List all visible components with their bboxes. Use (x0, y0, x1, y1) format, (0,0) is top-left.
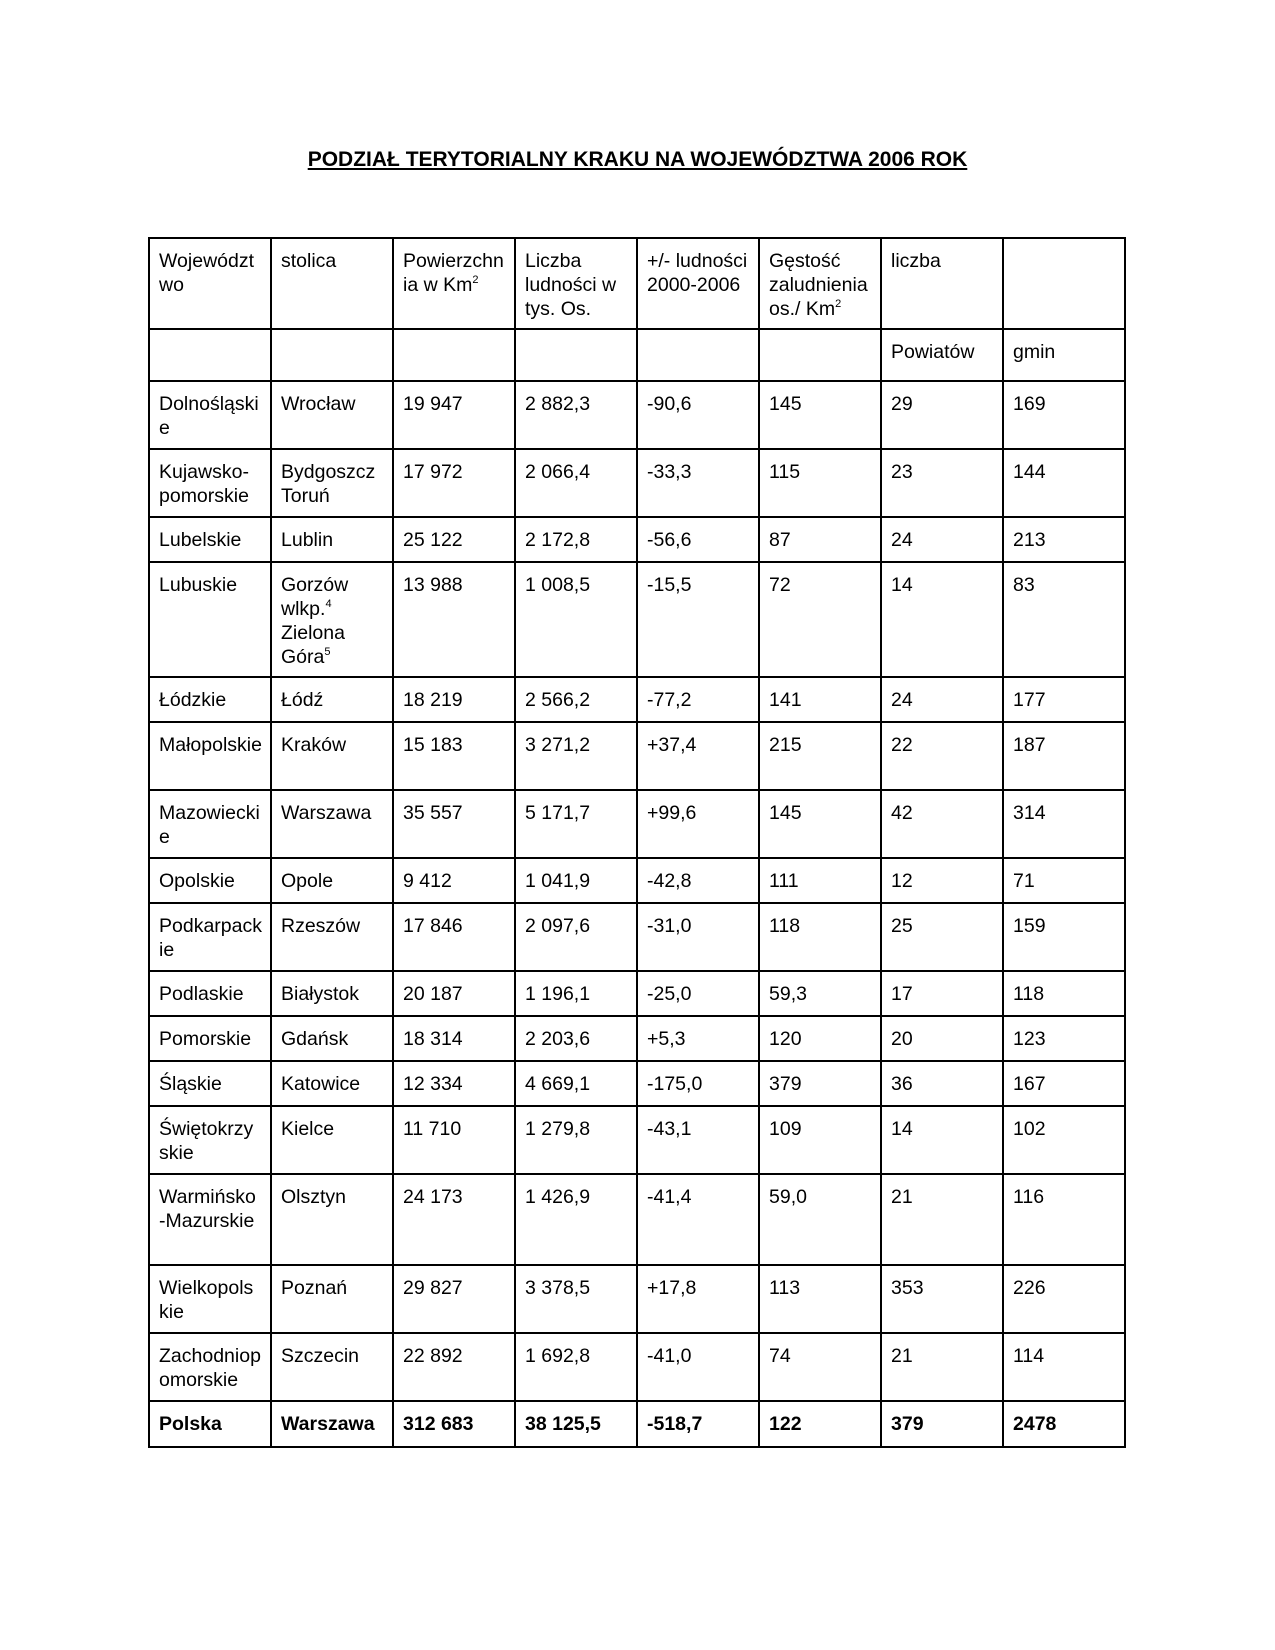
cell-zmiana: -518,7 (637, 1401, 759, 1447)
cell-powierzchnia: 18 219 (393, 677, 515, 722)
cell-powiaty: 21 (881, 1333, 1003, 1401)
header-gestosc-text: Gęstość zaludnienia os./ Km (769, 250, 868, 320)
cell-wojewodztwo: Opolskie (149, 858, 271, 903)
cell-wojewodztwo: Podkarpackie (149, 903, 271, 971)
table-row (149, 1333, 1125, 1401)
cell-gestosc: 59,0 (759, 1174, 881, 1265)
cell-ludnosc: 2 203,6 (515, 1016, 637, 1061)
table-row (149, 790, 1125, 858)
table-row (149, 449, 1125, 517)
cell-stolica: Szczecin (271, 1333, 393, 1401)
subheader-row (149, 329, 1125, 381)
cell-powiaty: 379 (881, 1401, 1003, 1447)
cell-gestosc: 141 (759, 677, 881, 722)
header-wojewodztwo: Województwo (149, 238, 271, 329)
table-row (149, 1174, 1125, 1265)
cell-gminy: 226 (1003, 1265, 1125, 1333)
header-liczba: liczba (881, 238, 1003, 329)
cell-ludnosc: 2 172,8 (515, 517, 637, 562)
cell-gminy: 314 (1003, 790, 1125, 858)
cell-gestosc: 145 (759, 381, 881, 449)
cell-wojewodztwo: Warmińsko-Mazurskie (149, 1174, 271, 1265)
cell-stolica (271, 562, 393, 677)
cell-ludnosc: 4 669,1 (515, 1061, 637, 1106)
cell-ludnosc: 2 882,3 (515, 381, 637, 449)
header-gestosc-sup: 2 (835, 298, 842, 310)
cell-powiaty: 24 (881, 677, 1003, 722)
cell-zmiana: -90,6 (637, 381, 759, 449)
cell-powierzchnia: 19 947 (393, 381, 515, 449)
cell-powierzchnia: 17 972 (393, 449, 515, 517)
cell-powierzchnia: 12 334 (393, 1061, 515, 1106)
cell-stolica: Olsztyn (271, 1174, 393, 1265)
cell-powierzchnia: 35 557 (393, 790, 515, 858)
cell-gestosc: 113 (759, 1265, 881, 1333)
cell-zmiana: -41,4 (637, 1174, 759, 1265)
table-row (149, 1061, 1125, 1106)
header-powierzchnia-text: Powierzchnia w Km (403, 250, 504, 296)
cell-wojewodztwo: Zachodniopomorskie (149, 1333, 271, 1401)
cell-gminy: 83 (1003, 562, 1125, 677)
header-zmiana-ludnosci: +/- ludności 2000-2006 (637, 238, 759, 329)
cell-zmiana: -175,0 (637, 1061, 759, 1106)
cell-stolica: Poznań (271, 1265, 393, 1333)
cell-wojewodztwo: Śląskie (149, 1061, 271, 1106)
cell-stolica: Kraków (271, 722, 393, 790)
cell-wojewodztwo: Podlaskie (149, 971, 271, 1016)
cell-wojewodztwo: Mazowieckie (149, 790, 271, 858)
cell-powiaty: 353 (881, 1265, 1003, 1333)
cell-powiaty: 12 (881, 858, 1003, 903)
cell-ludnosc: 2 566,2 (515, 677, 637, 722)
cell-powiaty: 42 (881, 790, 1003, 858)
cell-stolica: Łódź (271, 677, 393, 722)
header-powiatow: Powiatów (881, 329, 1003, 381)
cell-zmiana: -25,0 (637, 971, 759, 1016)
cell-stolica: Wrocław (271, 381, 393, 449)
cell-ludnosc: 38 125,5 (515, 1401, 637, 1447)
cell-ludnosc: 1 008,5 (515, 562, 637, 677)
cell-gestosc: 74 (759, 1333, 881, 1401)
total-row (149, 1401, 1125, 1447)
header-powierzchnia-sup: 2 (472, 274, 479, 286)
table-row (149, 1016, 1125, 1061)
cell-wojewodztwo: Pomorskie (149, 1016, 271, 1061)
cell-powierzchnia: 17 846 (393, 903, 515, 971)
header-gmin: gmin (1003, 329, 1125, 381)
cell-stolica: Rzeszów (271, 903, 393, 971)
cell-gminy: 71 (1003, 858, 1125, 903)
cell-zmiana: -41,0 (637, 1333, 759, 1401)
cell-stolica: Bydgoszcz Toruń (271, 449, 393, 517)
cell-powiaty: 17 (881, 971, 1003, 1016)
cell-stolica: Warszawa (271, 1401, 393, 1447)
cell-gminy: 213 (1003, 517, 1125, 562)
cell-gminy: 169 (1003, 381, 1125, 449)
cell-zmiana: -56,6 (637, 517, 759, 562)
header-gestosc (759, 238, 881, 329)
header-row (149, 238, 1125, 329)
cell-wojewodztwo: Lubuskie (149, 562, 271, 677)
footnote-marker: 5 (324, 646, 331, 658)
cell-powierzchnia: 312 683 (393, 1401, 515, 1447)
cell-gminy: 177 (1003, 677, 1125, 722)
cell-gminy: 167 (1003, 1061, 1125, 1106)
cell-stolica: Katowice (271, 1061, 393, 1106)
cell-wojewodztwo: Kujawsko-pomorskie (149, 449, 271, 517)
cell-wojewodztwo: Łódzkie (149, 677, 271, 722)
capital-name: Gorzów wlkp. (281, 574, 349, 620)
cell-zmiana: -15,5 (637, 562, 759, 677)
cell-ludnosc: 1 279,8 (515, 1106, 637, 1174)
cell-gminy: 2478 (1003, 1401, 1125, 1447)
cell-powiaty: 22 (881, 722, 1003, 790)
cell-zmiana: -77,2 (637, 677, 759, 722)
cell-powiaty: 29 (881, 381, 1003, 449)
cell-stolica: Gdańsk (271, 1016, 393, 1061)
cell-powierzchnia: 29 827 (393, 1265, 515, 1333)
table-row (149, 971, 1125, 1016)
table-body (149, 381, 1125, 1401)
cell-zmiana: -42,8 (637, 858, 759, 903)
table-row (149, 381, 1125, 449)
cell-powierzchnia: 22 892 (393, 1333, 515, 1401)
cell-powierzchnia: 13 988 (393, 562, 515, 677)
cell-powiaty: 14 (881, 1106, 1003, 1174)
cell-wojewodztwo: Polska (149, 1401, 271, 1447)
cell-gminy: 114 (1003, 1333, 1125, 1401)
cell-gminy: 187 (1003, 722, 1125, 790)
cell-wojewodztwo: Wielkopolskie (149, 1265, 271, 1333)
cell-gestosc: 145 (759, 790, 881, 858)
cell-gminy: 102 (1003, 1106, 1125, 1174)
cell-ludnosc: 2 097,6 (515, 903, 637, 971)
cell-gestosc: 118 (759, 903, 881, 971)
cell-wojewodztwo: Dolnośląskie (149, 381, 271, 449)
footnote-marker: 4 (325, 598, 332, 610)
table-row (149, 1106, 1125, 1174)
cell-zmiana: +17,8 (637, 1265, 759, 1333)
cell-stolica: Lublin (271, 517, 393, 562)
cell-powierzchnia: 24 173 (393, 1174, 515, 1265)
cell-stolica: Opole (271, 858, 393, 903)
cell-powiaty: 25 (881, 903, 1003, 971)
cell-zmiana: +99,6 (637, 790, 759, 858)
table-row (149, 1265, 1125, 1333)
cell-gestosc: 215 (759, 722, 881, 790)
cell-zmiana: -33,3 (637, 449, 759, 517)
cell-powierzchnia: 9 412 (393, 858, 515, 903)
header-empty (1003, 238, 1125, 329)
cell-stolica: Białystok (271, 971, 393, 1016)
cell-powierzchnia: 11 710 (393, 1106, 515, 1174)
cell-gestosc: 109 (759, 1106, 881, 1174)
table-row (149, 677, 1125, 722)
cell-ludnosc: 1 041,9 (515, 858, 637, 903)
table-row (149, 517, 1125, 562)
cell-ludnosc: 1 692,8 (515, 1333, 637, 1401)
capital-name: Zielona Góra (281, 622, 345, 668)
cell-powiaty: 21 (881, 1174, 1003, 1265)
cell-zmiana: +5,3 (637, 1016, 759, 1061)
cell-powiaty: 20 (881, 1016, 1003, 1061)
cell-gminy: 116 (1003, 1174, 1125, 1265)
cell-zmiana: -43,1 (637, 1106, 759, 1174)
cell-gminy: 123 (1003, 1016, 1125, 1061)
table-row (149, 722, 1125, 790)
cell-ludnosc: 3 378,5 (515, 1265, 637, 1333)
table-row (149, 858, 1125, 903)
cell-gestosc: 59,3 (759, 971, 881, 1016)
table-row (149, 562, 1125, 677)
cell-powierzchnia: 18 314 (393, 1016, 515, 1061)
cell-wojewodztwo: Świętokrzyskie (149, 1106, 271, 1174)
header-stolica: stolica (271, 238, 393, 329)
cell-ludnosc: 5 171,7 (515, 790, 637, 858)
cell-gestosc: 120 (759, 1016, 881, 1061)
cell-powierzchnia: 20 187 (393, 971, 515, 1016)
cell-gestosc: 122 (759, 1401, 881, 1447)
cell-powiaty: 23 (881, 449, 1003, 517)
cell-gminy: 159 (1003, 903, 1125, 971)
header-powierzchnia (393, 238, 515, 329)
cell-zmiana: +37,4 (637, 722, 759, 790)
cell-stolica: Kielce (271, 1106, 393, 1174)
voivodeship-table (148, 237, 1126, 1448)
cell-wojewodztwo: Małopolskie (149, 722, 271, 790)
cell-powiaty: 36 (881, 1061, 1003, 1106)
cell-stolica: Warszawa (271, 790, 393, 858)
cell-ludnosc: 1 426,9 (515, 1174, 637, 1265)
cell-ludnosc: 2 066,4 (515, 449, 637, 517)
page-title: PODZIAŁ TERYTORIALNY KRAKU NA WOJEWÓDZTWA 2006 ROK (307, 148, 968, 171)
cell-powierzchnia: 25 122 (393, 517, 515, 562)
table-row (149, 903, 1125, 971)
cell-powiaty: 24 (881, 517, 1003, 562)
cell-gminy: 144 (1003, 449, 1125, 517)
cell-ludnosc: 1 196,1 (515, 971, 637, 1016)
cell-wojewodztwo: Lubelskie (149, 517, 271, 562)
cell-powierzchnia: 15 183 (393, 722, 515, 790)
cell-powiaty: 14 (881, 562, 1003, 677)
cell-zmiana: -31,0 (637, 903, 759, 971)
header-liczba-ludnosci: Liczba ludności w tys. Os. (515, 238, 637, 329)
cell-gestosc: 87 (759, 517, 881, 562)
cell-gestosc: 379 (759, 1061, 881, 1106)
cell-gestosc: 111 (759, 858, 881, 903)
cell-ludnosc: 3 271,2 (515, 722, 637, 790)
cell-gestosc: 72 (759, 562, 881, 677)
cell-gminy: 118 (1003, 971, 1125, 1016)
cell-gestosc: 115 (759, 449, 881, 517)
